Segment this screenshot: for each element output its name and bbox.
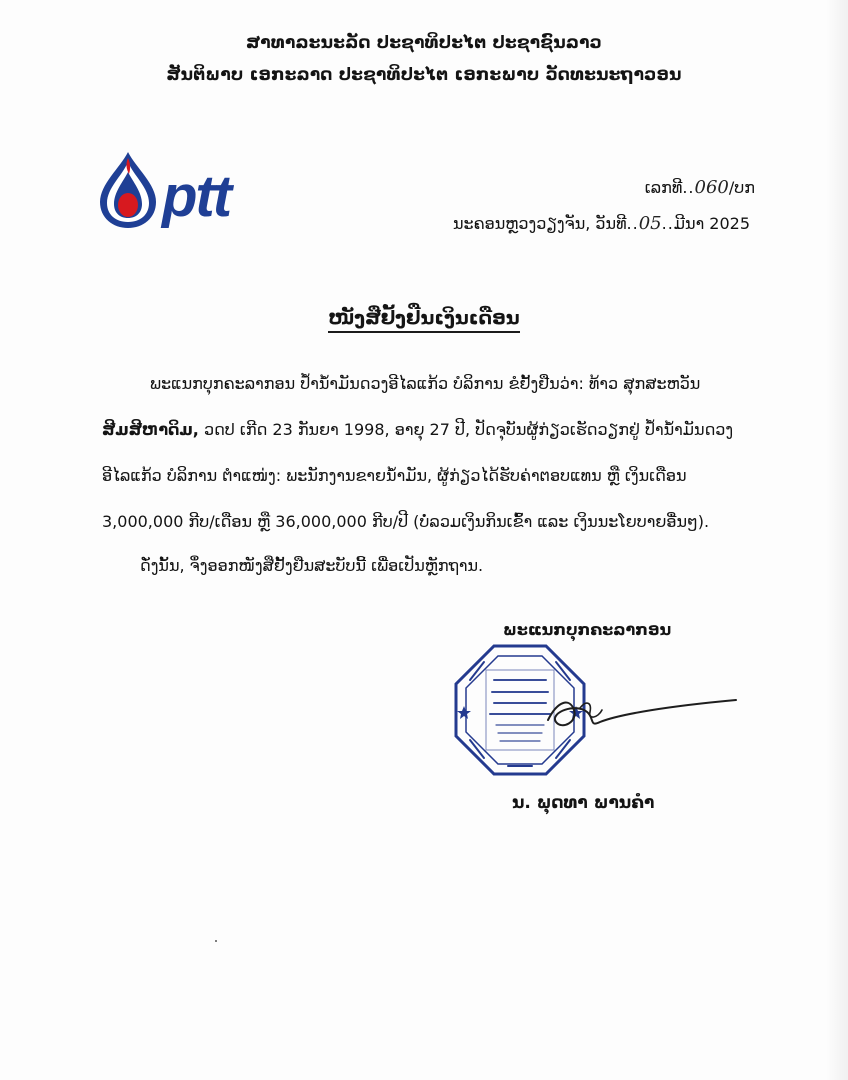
employee-name: ສີມສີຫາດິມ,	[102, 420, 199, 439]
date-month: ມີນາ	[673, 214, 705, 233]
body-line-3: ອີໄລແກ້ວ ບໍລິການ ຕຳແໜ່ງ: ພະນັກງານຂາຍນ້ຳມັນ, ຜູ້ກ່ຽວໄດ້ຮັບຄ່າຕອບແທນ ຫຼື ເງິນເດືອນ	[102, 466, 687, 485]
handwritten-signature	[540, 680, 740, 750]
document-title-text: ໜັງສືຢັ້ງຢືນເງິນເດືອນ	[328, 307, 519, 333]
page-edge-shadow	[826, 0, 848, 1080]
body-line-1: ພະແນກບຸກຄະລາກອນ ປ້ຳນ້ຳມັນດວງອີໄລແກ້ວ ບໍລິການ ຂໍຢັ້ງຢືນວ່າ: ທ້າວ ສຸກສະຫວັນ	[150, 374, 701, 393]
reference-suffix: /ບກ	[728, 178, 755, 197]
body-line-5: ດັ່ງນັ້ນ, ຈຶ່ງອອກໜັງສືຢັ້ງຢືນສະບັບນີ້ ເພື່ອເປັນຫຼັກຖານ.	[140, 556, 484, 575]
body-line-4: 3,000,000 ກີບ/ເດືອນ ຫຼື 36,000,000 ກີບ/ປີ (ບໍ່ລວມເງິນກິນເຂົ້າ ແລະ ເງິນນະໂຍບາຍອື່ນໆ).	[102, 512, 710, 531]
body-line-2	[102, 420, 752, 439]
document-title	[0, 307, 848, 329]
place-date: ນະຄອນຫຼວງວຽງຈັນ, ວັນທີ..05..ມີນາ 2025	[452, 213, 750, 234]
place-date-prefix: ນະຄອນຫຼວງວຽງຈັນ, ວັນທີ	[452, 214, 627, 233]
ptt-logo-text: ptt	[162, 164, 231, 229]
reference-number-value: 060	[694, 177, 729, 198]
reference-number: ເລກທີ..060/ບກ	[644, 177, 755, 198]
scan-speck	[215, 940, 217, 942]
date-year: 2025	[709, 214, 750, 233]
national-motto-line1: ສາທາລະນະລັດ ປະຊາທິປະໄຕ ປະຊາຊົນລາວ	[246, 33, 602, 53]
signature-department: ພະແນກບຸກຄະລາກອນ	[503, 620, 672, 639]
national-motto-line2: ສັນຕິພາບ ເອກະລາດ ປະຊາທິປະໄຕ ເອກະພາບ ວັດທະນະຖາວອນ	[166, 65, 682, 85]
reference-label: ເລກທີ	[644, 178, 683, 197]
date-day: 05	[638, 213, 662, 234]
ptt-flame-icon	[100, 152, 156, 228]
ptt-logo	[98, 150, 268, 230]
stamp-star-left-icon	[457, 706, 471, 719]
body-line-2-rest: ວດປ ເກີດ 23 ກັນຍາ 1998, ອາຍຸ 27 ປີ, ປັດຈຸບັນຜູ້ກ່ຽວເຮັດວຽກຢູ່ ປ້ຳນ້ຳມັນດວງ	[198, 420, 734, 439]
signer-name: ນ. ພຸດທາ ພານຄຳ	[512, 793, 655, 813]
